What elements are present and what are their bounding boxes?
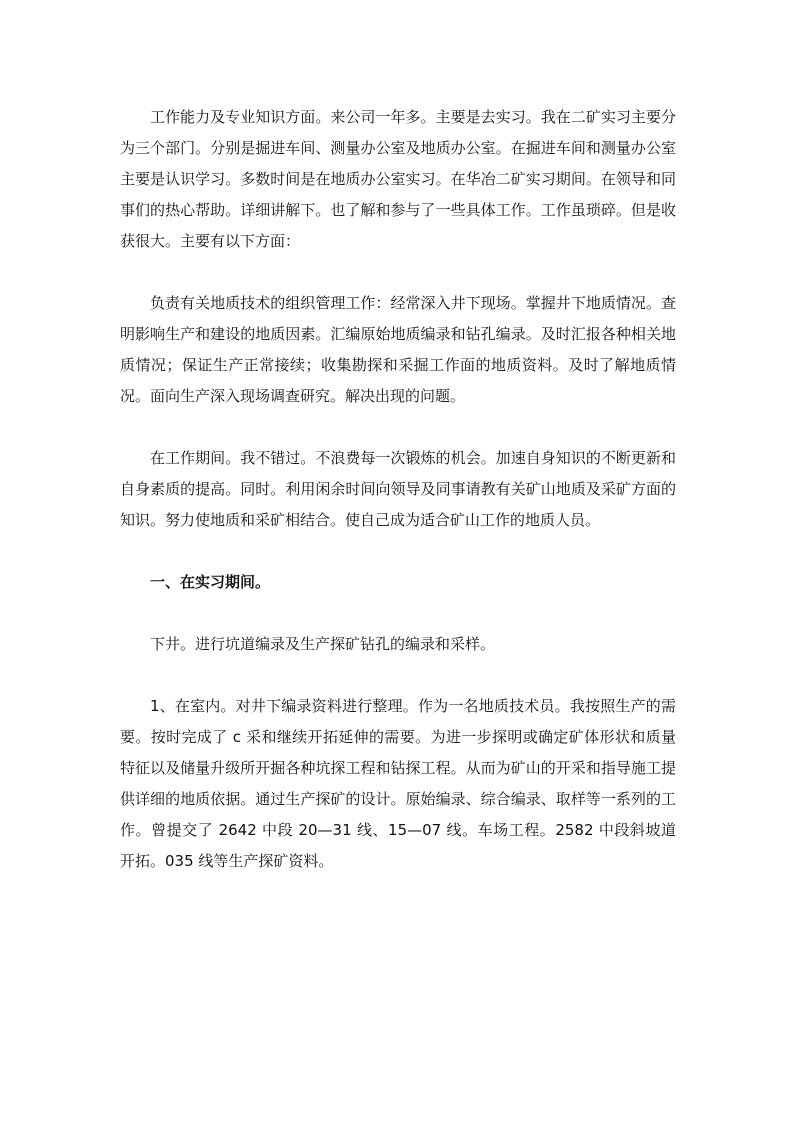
paragraph-underground: 下井。进行坑道编录及生产探矿钻孔的编录和采样。 bbox=[150, 635, 496, 653]
paragraph-indoor-work: 1、在室内。对井下编录资料进行整理。作为一名地质技术员。我按照生产的需要。按时完成了 c 采和继续开拓延伸的需要。为进一步探明或确定矿体形状和质量特征以及储量升级所开掘各种坑探工程和钻探工程。从而为矿山的开采和指导施工提供详细的地质依据。通过生产探矿的设计。原始编录、综合编录、取样等一系列的工作。曾提交了 2642 中段 20—31 线、15—07 线。车场工程。2582 中段斜坡道开拓。035 线等生产探矿资料。 bbox=[120, 697, 676, 870]
paragraph-learning: 在工作期间。我不错过。不浪费每一次锻炼的机会。加速自身知识的不断更新和自身素质的提高。同时。利用闲余时间向领导及同事请教有关矿山地质及采矿方面的知识。努力使地质和采矿相结合。使自己成为适合矿山工作的地质人员。 bbox=[120, 449, 676, 529]
document-body bbox=[120, 102, 676, 877]
paragraph-geology-management: 负责有关地质技术的组织管理工作：经常深入井下现场。掌握井下地质情况。查明影响生产和建设的地质因素。汇编原始地质编录和钻孔编录。及时汇报各种相关地质情况；保证生产正常接续；收集勘探和采掘工作面的地质资料。及时了解地质情况。面向生产深入现场调查研究。解决出现的问题。 bbox=[120, 294, 676, 405]
section-heading-internship: 一、在实习期间。 bbox=[150, 573, 271, 591]
paragraph-work-ability: 工作能力及专业知识方面。来公司一年多。主要是去实习。我在二矿实习主要分为三个部门。分别是掘进车间、测量办公室及地质办公室。在掘进车间和测量办公室主要是认识学习。多数时间是在地质办公室实习。在华冶二矿实习期间。在领导和同事们的热心帮助。详细讲解下。也了解和参与了一些具体工作。工作虽琐碎。但是收获很大。主要有以下方面： bbox=[120, 108, 676, 250]
